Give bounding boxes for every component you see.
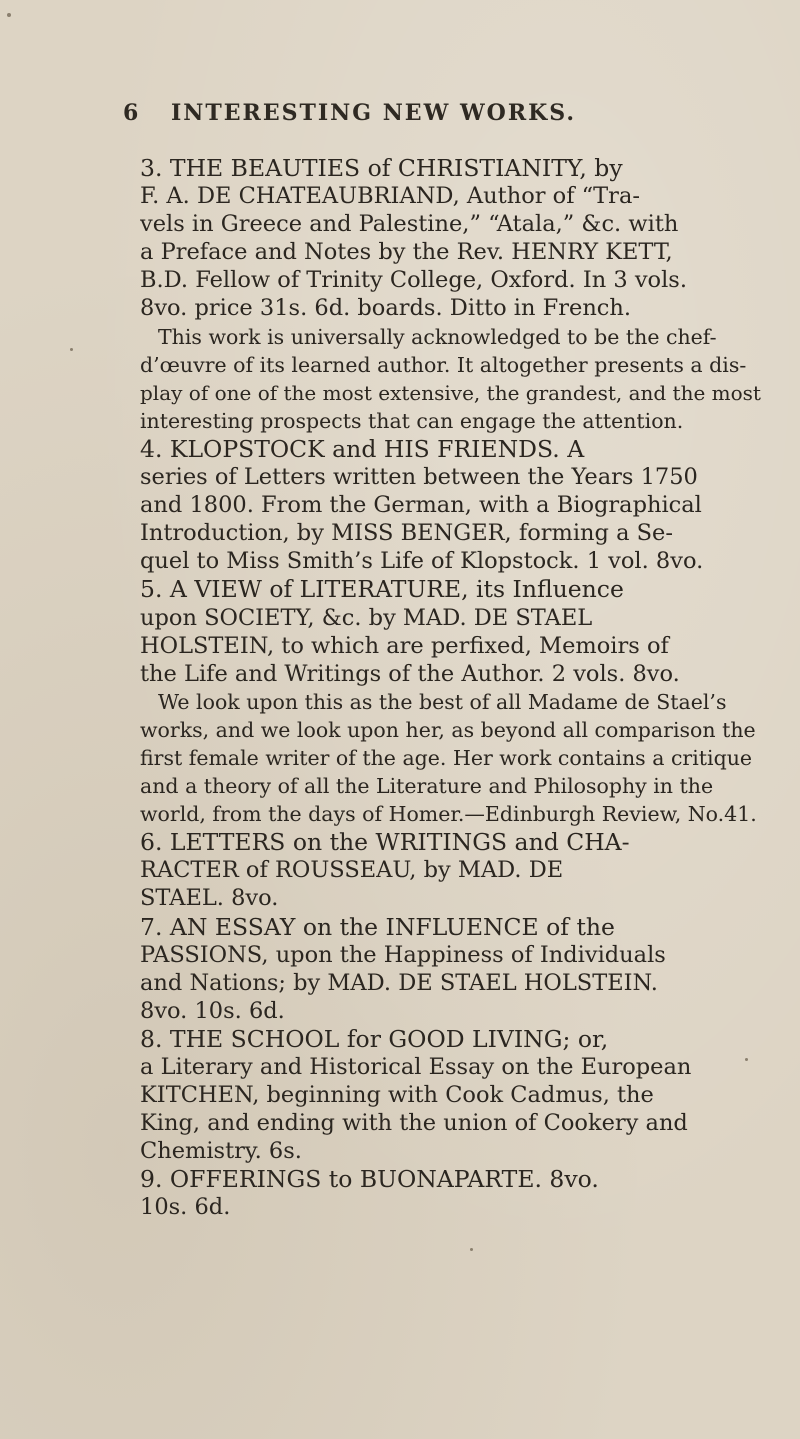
entry-line: HOLSTEIN, to which are perfixed, Memoirs of — [140, 632, 669, 659]
entry-line: upon SOCIETY, &c. by MAD. DE STAEL — [140, 604, 593, 631]
page-number: 6 — [123, 100, 141, 126]
entry-line: vels in Greece and Palestine,” “Atala,” &c. with — [140, 211, 679, 238]
entry-line: 7. AN ESSAY on the INFLUENCE of the — [140, 912, 615, 941]
review-line: We look upon this as the best of all Madame de Stael’s — [158, 689, 727, 714]
paper-speck — [70, 348, 73, 351]
entry-line: a Preface and Notes by the Rev. HENRY KETT, — [140, 239, 673, 266]
review-line: play of one of the most extensive, the grandest, and the most — [140, 380, 761, 405]
entry-line: RACTER of ROUSSEAU, by MAD. DE — [140, 857, 564, 884]
entry-line: Introduction, by MISS BENGER, forming a Se- — [140, 520, 673, 547]
review-line: first female writer of the age. Her work contains a critique — [140, 745, 753, 770]
entry-3 — [140, 154, 776, 323]
entry-5 — [140, 575, 776, 687]
entry-line: 3. THE BEAUTIES of CHRISTIANITY, by — [140, 154, 623, 182]
entry-4 — [140, 435, 776, 575]
entry-line: 9. OFFERINGS to BUONAPARTE. 8vo. — [140, 1165, 599, 1194]
entry-line: and 1800. From the German, with a Biographical — [140, 492, 702, 519]
entry-line: series of Letters written between the Years 1750 — [140, 464, 698, 491]
entry-line: and Nations; by MAD. DE STAEL HOLSTEIN. — [140, 969, 658, 996]
paper-speck — [470, 1248, 473, 1251]
entry-line: quel to Miss Smith’s Life of Klopstock. 1 vol. 8vo. — [140, 548, 704, 575]
entry-3-review — [140, 323, 776, 435]
entry-line: KITCHEN, beginning with Cook Cadmus, the — [140, 1082, 654, 1109]
entry-line: Chemistry. 6s. — [140, 1138, 302, 1165]
advertisement-list — [140, 154, 776, 1222]
entry-9 — [140, 1165, 776, 1221]
entry-line: 8vo. 10s. 6d. — [140, 997, 285, 1024]
entry-6 — [140, 828, 776, 912]
paper-speck — [7, 13, 11, 17]
review-line: world, from the days of Homer.—Edinburgh Review, No.41. — [140, 802, 757, 827]
entry-line: 8. THE SCHOOL for GOOD LIVING; or, — [140, 1024, 609, 1053]
entry-line: a Literary and Historical Essay on the European — [140, 1054, 692, 1080]
entry-line: B.D. Fellow of Trinity College, Oxford. In 3 vols. — [140, 267, 687, 294]
entry-line: F. A. DE CHATEAUBRIAND, Author of “Tra- — [140, 183, 640, 210]
entry-line: the Life and Writings of the Author. 2 vols. 8vo. — [140, 660, 680, 687]
entry-5-review — [140, 688, 776, 828]
entry-line: 6. LETTERS on the WRITINGS and CHA- — [140, 828, 630, 857]
entry-8 — [140, 1025, 776, 1165]
review-line: This work is universally acknowledged to be the chef- — [158, 324, 717, 349]
entry-line: 5. A VIEW of LITERATURE, its Influence — [140, 575, 624, 604]
review-line: interesting prospects that can engage the attention. — [140, 408, 684, 433]
entry-line: King, and ending with the union of Cookery and — [140, 1110, 688, 1137]
entry-line: 8vo. price 31s. 6d. boards. Ditto in French. — [140, 295, 632, 322]
entry-line: 4. KLOPSTOCK and HIS FRIENDS. A — [140, 434, 585, 463]
review-line: d’œuvre of its learned author. It altogether presents a dis- — [140, 352, 747, 377]
review-line: and a theory of all the Literature and Philosophy in the — [140, 774, 714, 799]
paper-speck — [745, 1058, 748, 1061]
entry-line: 10s. 6d. — [140, 1194, 231, 1221]
review-line: works, and we look upon her, as beyond all comparison the — [140, 717, 756, 742]
entry-line: PASSIONS, upon the Happiness of Individuals — [140, 941, 666, 968]
page-title: INTERESTING NEW WORKS. — [171, 100, 576, 126]
entry-7 — [140, 913, 776, 1025]
entry-line: STAEL. 8vo. — [140, 885, 279, 912]
running-header — [123, 100, 723, 126]
